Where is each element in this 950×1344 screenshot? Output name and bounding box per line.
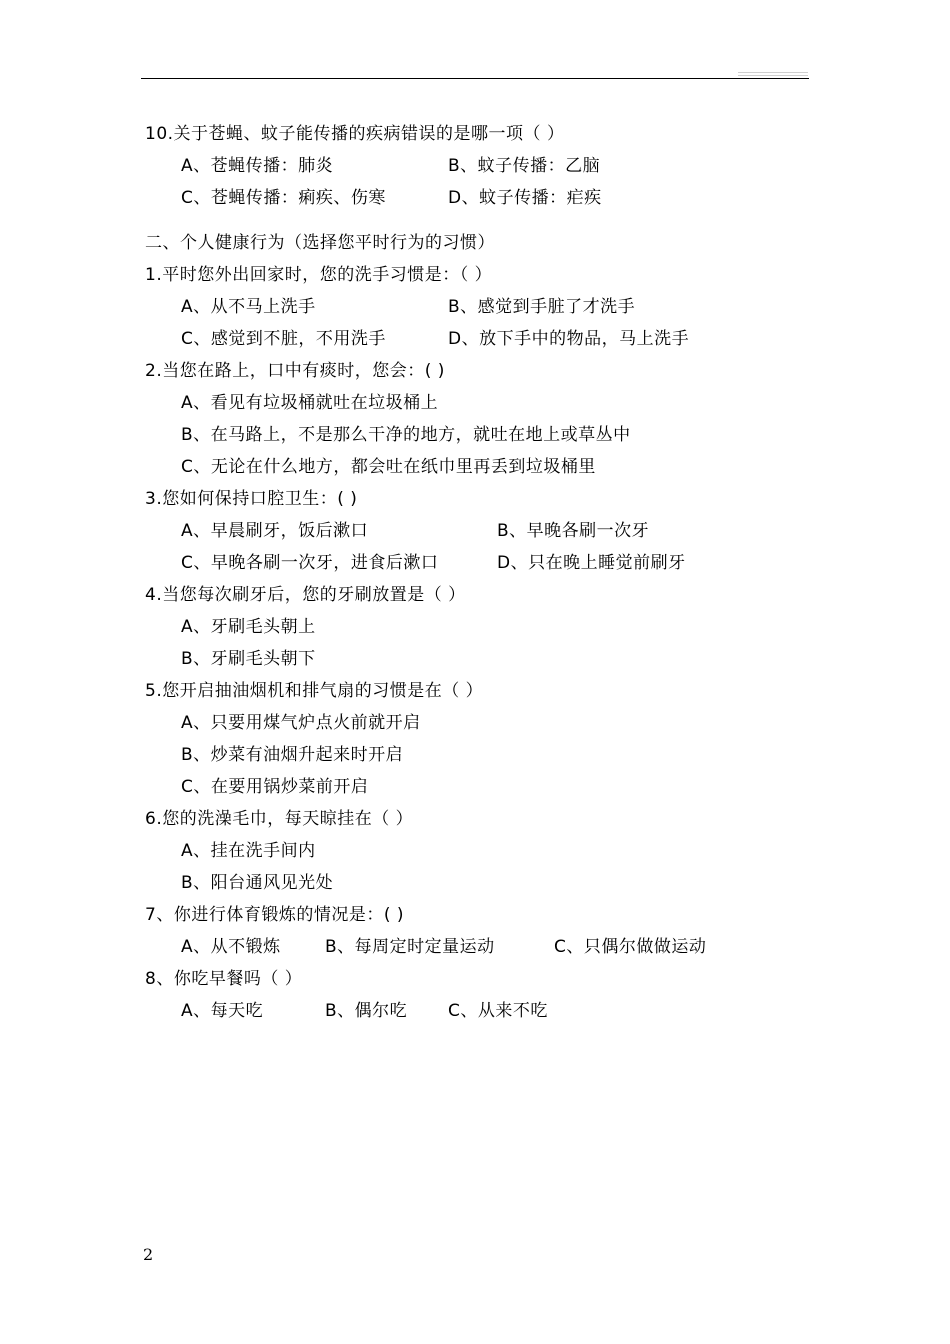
- option-b: B、每周定时定量运动: [325, 937, 495, 957]
- option-a: A、每天吃: [181, 1001, 264, 1021]
- page-number: 2: [143, 1245, 154, 1264]
- question-stem: 8、你吃早餐吗（ ）: [145, 969, 303, 989]
- question-stem: 2.当您在路上，口中有痰时，您会：( ): [145, 361, 445, 381]
- option-d: D、蚊子传播：疟疾: [448, 188, 602, 208]
- question-stem: 3.您如何保持口腔卫生：( ): [145, 489, 358, 509]
- header-mark: [738, 72, 808, 73]
- option-a: A、苍蝇传播：肺炎: [181, 156, 334, 176]
- option-c: C、在要用锅炒菜前开启: [181, 777, 369, 797]
- question-stem: 1.平时您外出回家时，您的洗手习惯是：（ ）: [145, 265, 493, 285]
- option-row: [145, 643, 825, 675]
- option-a: A、只要用煤气炉点火前就开启: [181, 713, 421, 733]
- option-b: B、感觉到手脏了才洗手: [448, 297, 636, 317]
- option-c: C、从来不吃: [448, 1001, 548, 1021]
- option-row: [145, 419, 825, 451]
- option-row: [145, 451, 825, 483]
- question-stem: 6.您的洗澡毛巾，每天晾挂在（ ）: [145, 809, 414, 829]
- option-b: B、炒菜有油烟升起来时开启: [181, 745, 404, 765]
- option-a: A、看见有垃圾桶就吐在垃圾桶上: [181, 393, 439, 413]
- question-stem: 5.您开启抽油烟机和排气扇的习惯是在（ ）: [145, 681, 484, 701]
- option-a: A、早晨刷牙，饭后漱口: [181, 521, 369, 541]
- header-rule: [141, 78, 809, 79]
- option-row: [145, 867, 825, 899]
- option-b: B、阳台通风见光处: [181, 873, 334, 893]
- question-stem: 10.关于苍蝇、蚊子能传播的疾病错误的是哪一项（ ）: [145, 124, 565, 144]
- option-b: B、偶尔吃: [325, 1001, 408, 1021]
- option-row: [145, 931, 825, 963]
- option-row: [145, 150, 825, 182]
- option-c: C、无论在什么地方，都会吐在纸巾里再丢到垃圾桶里: [181, 457, 596, 477]
- option-c: C、早晚各刷一次牙，进食后漱口: [181, 553, 439, 573]
- option-row: [145, 515, 825, 547]
- option-d: D、放下手中的物品，马上洗手: [448, 329, 690, 349]
- option-row: [145, 323, 825, 355]
- document-body: [145, 118, 825, 1027]
- option-d: D、只在晚上睡觉前刷牙: [497, 553, 686, 573]
- option-a: A、从不锻炼: [181, 937, 281, 957]
- option-a: A、从不马上洗手: [181, 297, 316, 317]
- option-row: [145, 611, 825, 643]
- option-a: A、牙刷毛头朝上: [181, 617, 316, 637]
- option-row: [145, 739, 825, 771]
- section-title: 二、个人健康行为（选择您平时行为的习惯）: [145, 233, 495, 253]
- option-a: A、挂在洗手间内: [181, 841, 316, 861]
- option-row: [145, 835, 825, 867]
- option-b: B、蚊子传播：乙脑: [448, 156, 601, 176]
- option-row: [145, 707, 825, 739]
- option-row: [145, 182, 825, 214]
- option-c: C、只偶尔做做运动: [554, 937, 707, 957]
- header-mark: [738, 75, 808, 76]
- option-c: C、感觉到不脏，不用洗手: [181, 329, 386, 349]
- option-row: [145, 771, 825, 803]
- option-c: C、苍蝇传播：痢疾、伤寒: [181, 188, 386, 208]
- option-row: [145, 387, 825, 419]
- question-stem: 7、你进行体育锻炼的情况是：( ): [145, 905, 404, 925]
- option-row: [145, 547, 825, 579]
- question-stem: 4.当您每次刷牙后，您的牙刷放置是（ ）: [145, 585, 466, 605]
- option-row: [145, 291, 825, 323]
- option-b: B、牙刷毛头朝下: [181, 649, 316, 669]
- option-row: [145, 995, 825, 1027]
- option-b: B、早晚各刷一次牙: [497, 521, 650, 541]
- option-b: B、在马路上，不是那么干净的地方，就吐在地上或草丛中: [181, 425, 631, 445]
